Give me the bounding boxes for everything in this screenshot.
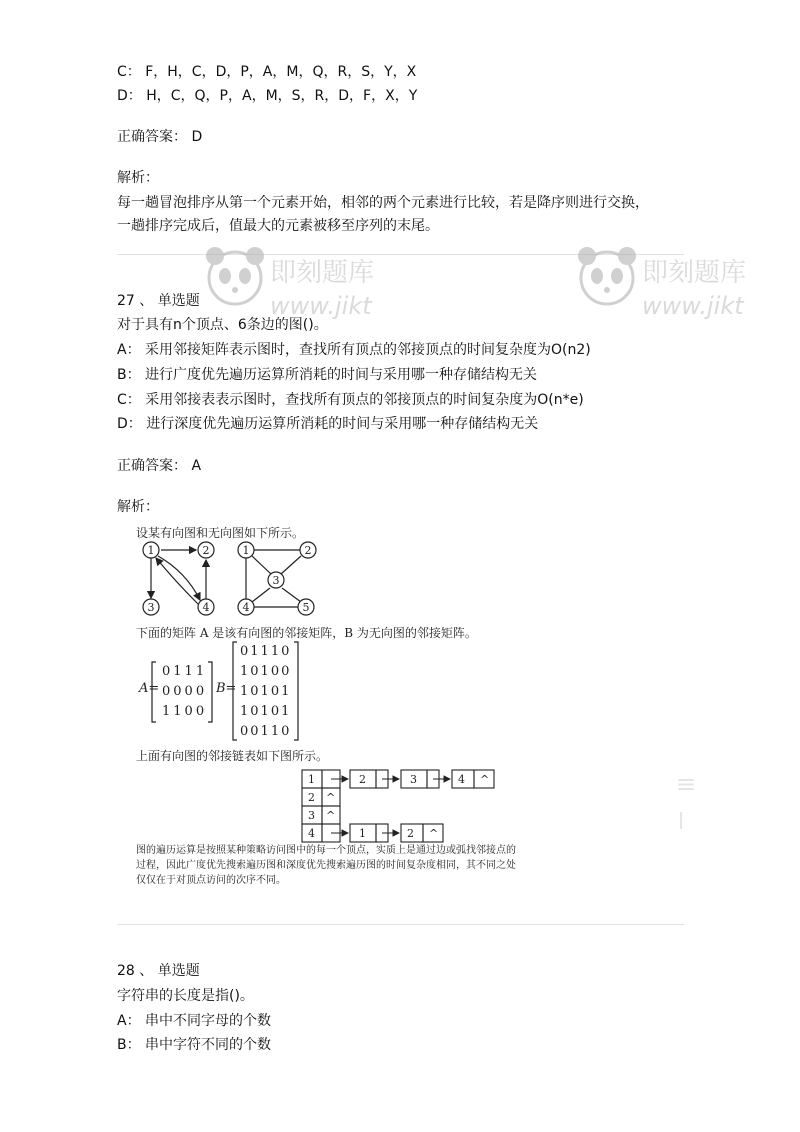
matrix-a-row: 1100	[162, 704, 208, 719]
option-c: C： 采用邻接表表示图时，查找所有顶点的邻接顶点的时间复杂度为O(n*e)	[117, 392, 584, 408]
option-d: D： H，C，Q，P，A，M，S，R，D，F，X，Y	[117, 88, 418, 104]
figure-note-line2: 过程，因此广度优先搜索遍历图和深度优先搜索遍历图的时间复杂度相同，其不同之处	[136, 860, 516, 871]
figure-caption-matrices: 下面的矩阵 A 是该有向图的邻接矩阵，B 为无向图的邻接矩阵。	[136, 626, 477, 640]
svg-text:1: 1	[242, 544, 250, 557]
option-d: D： 进行深度优先遍历运算所消耗的时间与采用哪一种存储结构无关	[117, 416, 539, 432]
question-stem: 对于具有n个顶点、6条边的图()。	[117, 317, 328, 333]
figure-caption-graphs: 设某有向图和无向图如下所示。	[136, 526, 305, 540]
svg-text:3: 3	[272, 574, 280, 587]
matrix-a-label: A=	[139, 681, 160, 696]
divider	[117, 254, 684, 255]
correct-answer: 正确答案： A	[117, 458, 202, 474]
figure-note-line3: 仅仅在于对顶点访问的次序不同。	[136, 875, 286, 886]
adjacency-list	[302, 770, 494, 842]
svg-text:2: 2	[359, 773, 366, 786]
question-stem: 字符串的长度是指()。	[117, 988, 254, 1004]
analysis-label: 解析：	[117, 499, 159, 515]
watermark-fragment-glyph: l	[678, 810, 685, 835]
option-b: B： 进行广度优先遍历运算所消耗的时间与采用哪一种存储结构无关	[117, 367, 538, 383]
watermark-brand: 即刻题库	[270, 258, 375, 288]
figure-caption-list: 上面有向图的邻接链表如下图所示。	[136, 749, 329, 763]
svg-text:3: 3	[410, 773, 417, 786]
figure-note-line1: 图的遍历运算是按照某种策略访问图中的每一个顶点，实质上是通过边或弧找邻接点的	[136, 845, 516, 856]
svg-text:2: 2	[308, 791, 315, 804]
watermark-fragment	[676, 770, 700, 850]
divider	[117, 924, 684, 925]
matrix-b-label: B=	[216, 681, 237, 696]
svg-text:4: 4	[458, 773, 465, 786]
watermark-fragment-glyph: ≡	[676, 770, 697, 798]
matrix-a-row: 0111	[162, 664, 208, 679]
svg-text:2: 2	[304, 544, 312, 557]
svg-text:1: 1	[308, 773, 315, 786]
svg-text:5: 5	[302, 601, 310, 614]
matrix-b-row: 10101	[240, 704, 292, 719]
question-header: 28 、 单选题	[117, 963, 200, 979]
option-a: A： 串中不同字母的个数	[117, 1013, 272, 1029]
matrix-a-row: 0000	[162, 684, 208, 699]
svg-text:2: 2	[202, 544, 210, 557]
watermark-url: www.jikt	[642, 292, 744, 320]
watermark-brand: 即刻题库	[642, 258, 747, 288]
panda-logo-icon	[572, 240, 642, 310]
option-c: C： F，H，C，D，P，A，M，Q，R，S，Y，X	[117, 64, 417, 80]
svg-text:^: ^	[326, 809, 336, 822]
matrix-b-row: 01110	[240, 644, 292, 659]
matrix-b-row: 10101	[240, 684, 292, 699]
option-a: A： 采用邻接矩阵表示图时，查找所有顶点的邻接顶点的时间复杂度为O(n2)	[117, 342, 591, 358]
svg-text:3: 3	[147, 601, 155, 614]
svg-text:1: 1	[359, 827, 366, 840]
svg-text:^: ^	[429, 827, 439, 840]
svg-text:4: 4	[242, 601, 250, 614]
option-b: B： 串中字符不同的个数	[117, 1037, 272, 1053]
analysis-label: 解析：	[117, 170, 159, 186]
svg-text:^: ^	[326, 791, 336, 804]
analysis-text-line1: 每一趟冒泡排序从第一个元素开始，相邻的两个元素进行比较，若是降序则进行交换，	[117, 195, 649, 211]
svg-text:^: ^	[480, 773, 490, 786]
watermark-url: www.jikt	[270, 292, 372, 320]
svg-text:4: 4	[202, 601, 210, 614]
matrix-b-row: 00110	[240, 724, 292, 739]
svg-text:1: 1	[147, 544, 155, 557]
question-header: 27 、 单选题	[117, 293, 200, 309]
analysis-text-line2: 一趟排序完成后，值最大的元素被移至序列的末尾。	[117, 218, 439, 234]
correct-answer: 正确答案： D	[117, 129, 203, 145]
svg-text:3: 3	[308, 809, 315, 822]
panda-logo-icon	[200, 240, 270, 310]
matrix-b-row: 10100	[240, 664, 292, 679]
svg-text:2: 2	[407, 827, 414, 840]
svg-text:4: 4	[308, 827, 315, 840]
